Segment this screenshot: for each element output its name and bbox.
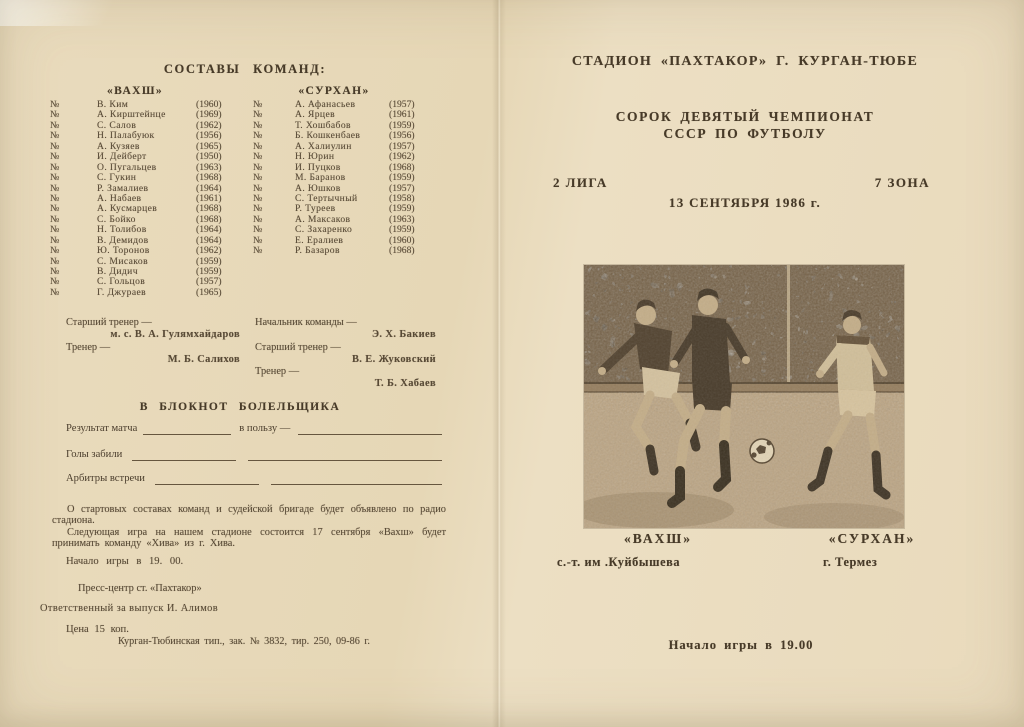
next-match-announcement: Следующая игра на нашем стадионе состоится 17 сентября «Вахш» будет принимать команду «Хива» из г. Хива. [52,526,446,549]
player-name: А. Афанасьев [295,99,356,110]
player-name: С. Гукин [97,172,137,184]
player-name: А. Юшков [295,182,341,194]
player-birth-year: (1968) [389,245,415,257]
staff-role-label: Старший тренер — [255,341,341,353]
player-birth-year: (1969) [196,109,222,121]
blank-line [143,423,231,435]
player-number-sign: № [50,119,60,131]
in-favor-label: в пользу — [239,423,291,434]
player-birth-year: (1959) [389,203,415,215]
player-birth-year: (1957) [389,99,415,110]
player-number-sign: № [253,172,263,184]
team1-header: «ВАХШ» [106,85,164,97]
player-name: М. Баранов [295,172,346,184]
player-number-sign: № [253,203,263,215]
player-number-sign: № [253,192,263,204]
blank-line [271,473,442,485]
player-name: Е. Ералиев [295,234,344,246]
player-birth-year: (1959) [389,172,415,184]
player-number-sign: № [253,99,263,110]
player-number-sign: № [253,234,263,246]
player-birth-year: (1959) [389,224,415,236]
player-name: Т. Хошбабов [295,119,351,131]
player-number-sign: № [50,161,60,173]
kickoff-note-left: Начало игры в 19. 00. [66,556,184,567]
staff-name: В. Е. Жуковский [351,353,436,365]
team2-roster [253,100,435,257]
player-name: О. Пугальцев [97,161,157,173]
player-name: С. Мисаков [97,255,148,267]
team2-staff [255,317,436,391]
player-name: Р. Замалиев [97,182,149,194]
staff-role-label: Тренер — [66,341,111,353]
player-row [50,246,242,256]
player-name: С. Тертычный [295,192,358,204]
blank-line [155,473,259,485]
championship-title-line1: СОРОК ДЕВЯТЫЙ ЧЕМПИОНАТ [615,109,875,124]
player-name: В. Демидов [97,234,149,246]
player-number-sign: № [253,182,263,194]
player-number-sign: № [253,140,263,152]
player-name: Р. Туреев [295,203,336,215]
player-number-sign: № [50,276,60,288]
referees-label: Арбитры встречи [66,473,145,484]
player-name: Р. Базаров [295,245,340,257]
player-birth-year: (1959) [389,119,415,131]
radio-announcement: О стартовых составах команд и судейской бригаде будет объявлено по радио стадиона. [52,504,446,527]
player-number-sign: № [253,119,263,131]
kickoff-time: Начало игры в 19.00 [668,638,814,652]
match-result-label: Результат матча [66,423,138,434]
player-name: В. Ким [97,99,129,110]
player-name: Н. Палабуюк [97,130,155,142]
player-number-sign: № [50,286,60,298]
player-number-sign: № [253,130,263,142]
staff-role-label: Начальник команды — [255,317,357,328]
player-row [50,173,242,183]
player-name: А. Халиулин [295,140,352,152]
player-number-sign: № [50,192,60,204]
player-name: А. Набаев [97,192,142,204]
team2-header: «СУРХАН» [298,85,370,97]
player-birth-year: (1959) [196,255,222,267]
player-name: И. Пуцков [295,161,341,173]
staff-entry [66,342,240,367]
player-birth-year: (1961) [389,109,415,121]
scan-edge-highlight [0,0,180,26]
lineups-title: СОСТАВЫ КОМАНД: [163,62,327,76]
player-birth-year: (1957) [389,182,415,194]
staff-entry [66,317,240,342]
player-birth-year: (1968) [196,213,222,225]
player-number-sign: № [253,161,263,173]
staff-role-label: Старший тренер — [66,317,152,328]
player-birth-year: (1964) [196,224,222,236]
blank-line [298,423,442,435]
staff-entry [255,366,436,391]
staff-role-label: Тренер — [255,366,300,378]
player-birth-year: (1964) [196,234,222,246]
player-birth-year: (1956) [196,130,222,142]
player-name: И. Дейберт [97,151,147,163]
player-birth-year: (1950) [196,151,222,163]
player-number-sign: № [50,140,60,152]
player-number-sign: № [253,213,263,225]
away-team-location: г. Термез [823,555,878,569]
team1-staff [66,317,240,366]
price-label: Цена 15 коп. [66,624,129,635]
player-name: А. Кусмарцев [97,203,158,215]
team1-roster [50,100,242,298]
player-row [253,246,435,256]
player-number-sign: № [50,130,60,142]
player-birth-year: (1968) [389,161,415,173]
player-number-sign: № [50,245,60,257]
responsible-editor-note: Ответственный за выпуск И. Алимов [40,603,219,614]
player-birth-year: (1957) [389,140,415,152]
staff-name: Э. Х. Бакиев [371,329,436,341]
print-imprint: Курган-Тюбинская тип., зак. № 3832, тир. 250, 09-86 г. [118,636,370,647]
player-name: С. Гольцов [97,276,146,288]
match-photo-art [584,265,904,528]
player-row [50,288,242,298]
player-birth-year: (1958) [389,192,415,204]
player-birth-year: (1957) [196,276,222,288]
staff-name: Т. Б. Хабаев [374,378,436,390]
staff-entry [255,342,436,367]
home-team-name: «ВАХШ» [624,531,692,546]
player-number-sign: № [50,182,60,194]
player-number-sign: № [50,172,60,184]
match-photo [584,265,904,528]
player-birth-year: (1964) [196,182,222,194]
goals-row [66,449,442,461]
player-name: Б. Кошкенбаев [295,130,361,142]
player-birth-year: (1961) [196,192,222,204]
press-center-note: Пресс-центр ст. «Пахтакор» [78,583,202,594]
player-name: А. Ярцев [295,109,336,121]
player-birth-year: (1956) [389,130,415,142]
player-number-sign: № [50,203,60,215]
away-team-name: «СУРХАН» [828,531,916,546]
league-label: 2 ЛИГА [553,175,608,190]
staff-name: М. Б. Салихов [167,353,240,365]
goals-label: Голы забили [66,449,123,460]
player-birth-year: (1960) [196,99,222,110]
player-row [253,173,435,183]
player-name: Ю. Торонов [97,245,150,257]
player-name: Н. Юрин [295,151,335,163]
player-birth-year: (1960) [389,234,415,246]
championship-title-line2: СССР ПО ФУТБОЛУ [663,126,827,141]
player-name: В. Дидич [97,266,138,277]
player-birth-year: (1963) [389,213,415,225]
player-birth-year: (1959) [196,266,222,277]
player-birth-year: (1968) [196,203,222,215]
blank-line [132,449,236,461]
player-birth-year: (1962) [389,151,415,163]
player-name: С. Бойко [97,213,136,225]
player-birth-year: (1963) [196,161,222,173]
player-birth-year: (1968) [196,172,222,184]
staff-entry [255,317,436,342]
match-result-row [66,423,442,435]
player-birth-year: (1965) [196,140,222,152]
stadium-title: СТАДИОН «ПАХТАКОР» Г. КУРГАН-ТЮБЕ [571,54,919,69]
player-number-sign: № [50,213,60,225]
blank-line [248,449,442,461]
player-number-sign: № [50,151,60,163]
zone-label: 7 ЗОНА [874,175,930,190]
player-number-sign: № [50,109,60,121]
player-number-sign: № [253,245,263,257]
player-name: А. Кирштейнце [97,109,166,121]
player-number-sign: № [50,224,60,236]
player-number-sign: № [50,255,60,267]
fan-notebook-title: В БЛОКНОТ БОЛЕЛЬЩИКА [139,401,341,413]
player-name: А. Кузяев [97,140,140,152]
player-name: Г. Джураев [97,286,147,298]
player-name: Н. Толибов [97,224,147,236]
player-number-sign: № [253,151,263,163]
player-birth-year: (1965) [196,286,222,298]
player-name: А. Максаков [295,213,351,225]
referees-row [66,473,442,485]
player-number-sign: № [253,109,263,121]
player-number-sign: № [50,99,60,110]
player-number-sign: № [253,224,263,236]
home-team-location: с.-т. им .Куйбышева [557,555,681,569]
staff-name: м. с. В. А. Гулямхайдаров [110,329,240,341]
match-date: 13 СЕНТЯБРЯ 1986 г. [668,195,822,210]
player-name: С. Захаренко [295,224,353,236]
announcements [52,504,446,549]
player-birth-year: (1962) [196,119,222,131]
player-number-sign: № [50,266,60,277]
player-birth-year: (1962) [196,245,222,257]
player-name: С. Салов [97,119,137,131]
player-number-sign: № [50,234,60,246]
